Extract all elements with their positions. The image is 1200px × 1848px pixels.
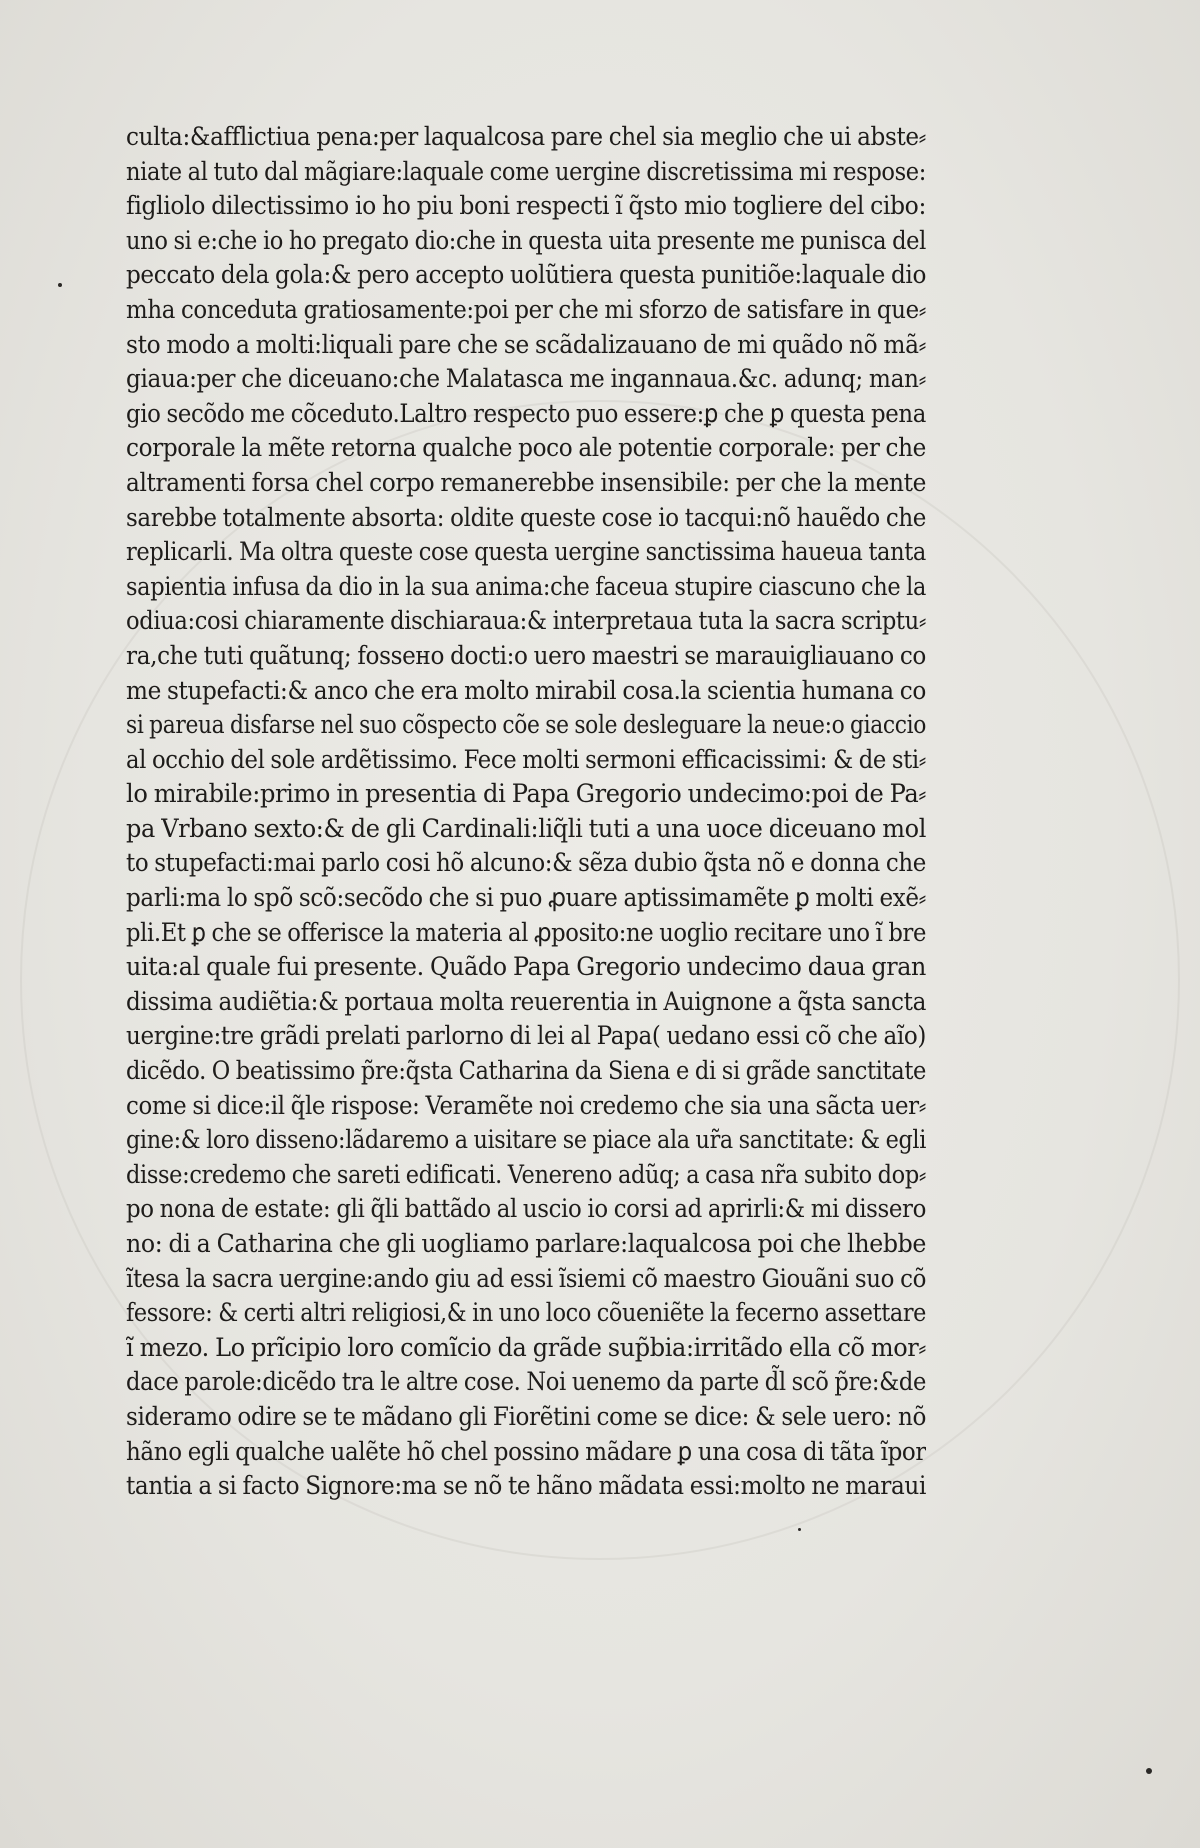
text-line: disse:credemo che sareti edificati. Venereno adũq; a casa nr̃a subito dop⸗ bbox=[126, 1159, 926, 1189]
text-line: culta:&afflictiua pena:per laqualcosa pare chel sia meglio che ui abste⸗ bbox=[126, 122, 926, 151]
text-line: gine:& loro dissеno:lãdaremo a uisitare se piace ala ur̃a sanctitate: & egli bbox=[126, 1125, 926, 1155]
text-line: corporale la mẽte retorna qualche poco ale potentie corporale: per che bbox=[126, 433, 926, 463]
text-line: figliolo dilectissimo io ho piu boni respecti ĩ q̃sto mio togliere del cibo: bbox=[126, 191, 926, 221]
text-line: ĩtesa la sacra uergine:ando giu ad essi ĩsiemi cõ maestro Giouãni suo cõ bbox=[126, 1263, 926, 1293]
text-line: gio secõdo me cõceduto.Laltro respecto puo essere:ꝑ che ꝑ questa pena bbox=[126, 398, 926, 428]
text-line: sideramo odire se te mãdano gli Fiorẽtini come se dice: & sele uero: nõ bbox=[126, 1401, 926, 1431]
text-line: pli.Et ꝑ che se offerisce la materia al ꝓposito:ne uoglio recitare uno ĩ bre bbox=[126, 917, 926, 947]
text-line: dicẽdo. O beatissimo p̃re:q̃sta Catharina da Siena e di si grãde sanctitate bbox=[126, 1056, 926, 1086]
text-line: dissima audiẽtia:& portaua molta reuerentia in Auignone a q̃sta sancta bbox=[126, 986, 926, 1016]
text-line: hãno egli qualche ualẽte hõ chel possino mãdare ꝑ una cosa di tãta ĩpor bbox=[126, 1436, 926, 1466]
text-line: fessore: & certi altri religiosi,& in uno loco cõueniẽte la fecerno assettare bbox=[126, 1298, 926, 1328]
text-line: po nona de estate: gli q̃li battãdo al uscio io corsi ad aprirli:& mi dissero bbox=[126, 1194, 926, 1224]
text-line: dace parole:dicẽdo tra le altre cose. Noi uenemo da parte d̃l scõ p̃re:&de bbox=[126, 1367, 926, 1397]
text-line: lo mirabile:primo in presentia di Papa Gregorio undecimo:poi de Pa⸗ bbox=[126, 779, 926, 809]
text-line: to stupefacti:mai parlo cosi hõ alcuno:& sẽza dubio q̃sta nõ e donna che bbox=[126, 848, 926, 878]
text-line: parli:ma lo spõ scõ:secõdo che si puo ꝓuare aptissimamẽte ꝑ molti exẽ⸗ bbox=[126, 883, 926, 913]
text-line: replicarli. Ma oltra queste cose questa uergine sanctissima haueua tanta bbox=[126, 537, 926, 567]
text-line: peccato dela gola:& pero accepto uolũtiera questa punitiõe:laquale dio bbox=[126, 260, 926, 290]
text-line: al occhio del sole ardẽtissimo. Fece molti sermoni efficacissimi: & de sti⸗ bbox=[126, 744, 926, 774]
text-line: si pareua disfarse nel suo cõspecto cõe se sole desleguare la neue:o giaccio bbox=[126, 710, 926, 740]
text-line: ra,che tuti quãtunq; fossено docti:o uero maestri se marauigliauano co bbox=[126, 640, 926, 670]
ink-speck bbox=[58, 283, 62, 287]
text-line: sto modo a molti:liquali pare che se scãdalizauano de mi quãdo nõ mã⸗ bbox=[126, 329, 926, 359]
text-line: odiua:cosi chiaramente dischiaraua:& interpretaua tuta la sacra scriptu⸗ bbox=[126, 606, 926, 636]
text-line: niate al tuto dal mãgiare:laquale come uergine discretissima mi respose: bbox=[126, 156, 926, 186]
text-line: me stupefacti:& anco che era molto mirabil cosa.la scientia humana co bbox=[126, 675, 926, 705]
text-line: sarebbe totalmente absorta: oldite queste cose io tacqui:nõ hauẽdo che bbox=[126, 502, 926, 532]
text-line: pa Vrbano sexto:& de gli Cardinali:liq̃li tuti a una uoce diceuano mol bbox=[126, 813, 926, 843]
text-line: tantia a si facto Signore:ma se nõ te hãno mãdata essi:molto ne maraui bbox=[126, 1471, 926, 1501]
text-line: sapientia infusa da dio in la sua anima:che faceua stupire ciascuno che la bbox=[126, 571, 926, 601]
text-line: uno si e:che io ho pregato dio:che in questa uita presente me punisca del bbox=[126, 225, 926, 255]
text-line: giaua:per che diceuano:che Malatasca me ingannaua.&c. adunq; man⸗ bbox=[126, 364, 926, 394]
text-block bbox=[126, 120, 926, 1504]
text-line: uita:al quale fui presente. Quãdo Papa Gregorio undecimo daua gran bbox=[126, 952, 926, 982]
ink-speck bbox=[798, 1528, 801, 1531]
ink-speck bbox=[1146, 1768, 1152, 1774]
text-line: ĩ mezo. Lo prĩcipio loro comĩcio da grãde sup̃bia:irritãdo ella cõ mor⸗ bbox=[126, 1332, 926, 1362]
text-line: no: di a Catharina che gli uogliamo parlare:laqualcosa poi che lhebbe bbox=[126, 1229, 926, 1258]
text-line: uergine:tre grãdi prelati parlorno di lei al Papa( uedano essi cõ che aĩo) bbox=[126, 1021, 926, 1051]
text-line: altramenti forsa chel corpo remanerebbe insensibile: per che la mente bbox=[126, 467, 926, 497]
text-line: mha conceduta gratiosamente:poi per che mi sforzo de satisfare in que⸗ bbox=[126, 294, 926, 324]
text-line: come si dice:il q̃le rispose: Veramẽte noi credemo che sia una sãcta uer⸗ bbox=[126, 1090, 926, 1120]
